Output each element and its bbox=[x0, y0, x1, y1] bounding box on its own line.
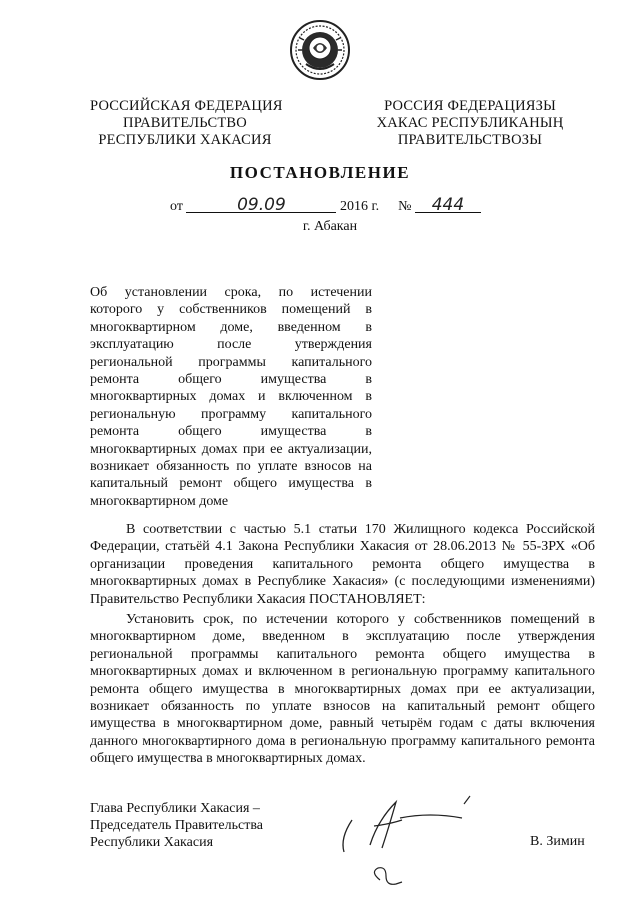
body-paragraph-1: В соответствии с частью 5.1 статьи 170 Жилищного кодекса Российской Федерации, статьёй 4.1 Закона Республики Хакасия от 28.06.2013 № 55-ЗРХ «Об организации проведения капитального ремонта общего имущества в многоквартирных домах в Республике Хакасия» (с последующими изменениями) Правительство Республики Хакасия ПОСТАНОВЛЯЕТ: bbox=[90, 522, 595, 607]
subject-line: эксплуатацию после утверждения bbox=[90, 337, 372, 353]
handwritten-signature bbox=[330, 790, 500, 900]
subject-line: возникает обязанность по уплате взносов на bbox=[90, 459, 372, 475]
header-right bbox=[375, 98, 565, 149]
subject-line: которого у собственников помещений в bbox=[90, 302, 372, 318]
header-left-line: РЕСПУБЛИКИ ХАКАСИЯ bbox=[98, 132, 272, 148]
signatory-title-line: Председатель Правительства bbox=[90, 818, 263, 833]
header-left-line: РОССИЙСКАЯ ФЕДЕРАЦИЯ bbox=[90, 98, 283, 114]
subject-line: многоквартирных домах и включенном в bbox=[90, 389, 372, 405]
header-left-line: ПРАВИТЕЛЬСТВО bbox=[123, 115, 247, 131]
subject-line: региональную программу капитального bbox=[90, 406, 372, 422]
coat-of-arms-emblem bbox=[288, 18, 352, 82]
header-right-line: ХАКАС РЕСПУБЛИКАНЫҢ bbox=[376, 115, 564, 131]
header-right-line: ПРАВИТЕЛЬСТВОЗЫ bbox=[397, 132, 543, 148]
subject-line: многоквартирных домах при ее актуализации, bbox=[90, 441, 372, 457]
subject-line: Об установлении срока, по истечении bbox=[90, 285, 372, 300]
date-prefix: от bbox=[170, 199, 183, 214]
handwritten-number: 444 bbox=[415, 198, 481, 213]
subject-line: многоквартирном доме, введенном в bbox=[90, 319, 372, 335]
date-line bbox=[170, 195, 481, 215]
subject-line: капитальный ремонт общего имущества в bbox=[90, 476, 372, 492]
subject-line: ремонта общего имущества в bbox=[90, 424, 372, 440]
signatory-title-line: Глава Республики Хакасия – bbox=[90, 801, 260, 816]
signatory-name: В. Зимин bbox=[530, 834, 585, 849]
header-left bbox=[90, 98, 283, 149]
subject-line: региональной программы капитального bbox=[90, 354, 372, 370]
city-label: г. Абакан bbox=[302, 219, 358, 234]
body-paragraph-2: Установить срок, по истечении которого у собственников помещений в многоквартирном доме, введенном в эксплуатацию после утверждения региональной программы капитального ремонта общего имущества в многоквартирных домах и включенном в региональную программу капитального ремонта общего имущества в многоквартирных домах при ее актуализации, возникает обязанность по уплате взносов на капитальный ремонт общего имущества в многоквартирном доме, равный четырём годам с даты включения данного многоквартирного дома в региональную программу капитального ремонта общего имущества в многоквартирных домах. bbox=[90, 612, 595, 767]
signatory-title-line: Республики Хакасия bbox=[90, 835, 214, 850]
header-right-line: РОССИЯ ФЕДЕРАЦИЯЗЫ bbox=[384, 98, 556, 114]
handwritten-date: 09.09 bbox=[186, 198, 336, 213]
year-label: 2016 г. bbox=[339, 199, 380, 214]
document-title: ПОСТАНОВЛЕНИЕ bbox=[229, 163, 411, 182]
subject-block bbox=[90, 284, 372, 510]
subject-line: ремонта общего имущества в bbox=[90, 372, 372, 388]
subject-line: многоквартирном доме bbox=[90, 493, 229, 509]
number-sign: № bbox=[398, 199, 412, 214]
signatory-title bbox=[90, 800, 263, 851]
